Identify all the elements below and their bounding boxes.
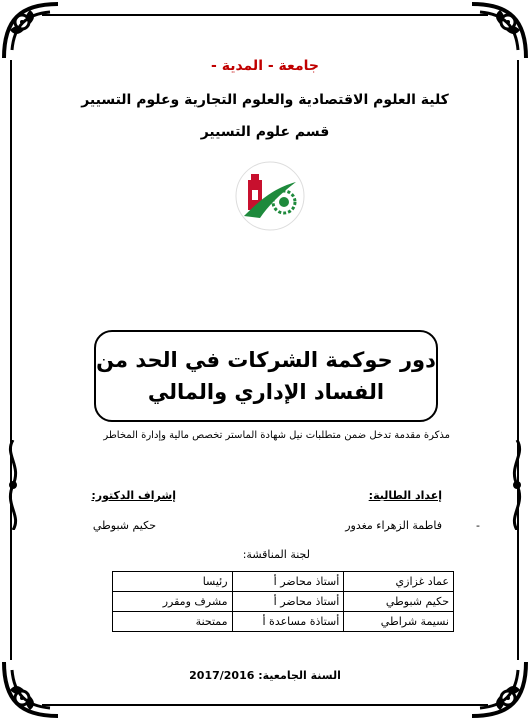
academic-year-label: السنة الجامعية: <box>258 669 341 682</box>
supervision-label: إشراف الدكتور: <box>91 489 176 502</box>
table-row <box>113 592 454 612</box>
side-ornament-right <box>506 440 528 530</box>
committee-member-role: ممتحنة <box>113 612 233 632</box>
committee-member-name: نسيمة شراطي <box>344 612 454 632</box>
student-name: فاطمة الزهراء مغدور <box>345 519 442 532</box>
committee-table <box>112 571 454 632</box>
student-dash: - <box>476 519 480 532</box>
faculty-name: كلية العلوم الاقتصادية والعلوم التجارية وعلوم التسيير <box>81 92 449 108</box>
table-row <box>113 612 454 632</box>
table-row <box>113 572 454 592</box>
committee-member-rank: أستاذ محاضر أ <box>232 572 344 592</box>
side-ornament-left <box>2 440 24 530</box>
committee-member-name: حكيم شبوطي <box>344 592 454 612</box>
committee-label: لجنة المناقشة: <box>242 548 310 561</box>
corner-ornament-top-left <box>0 0 62 62</box>
committee-member-name: عماد غزازي <box>344 572 454 592</box>
corner-ornament-top-right <box>468 0 530 62</box>
university-logo <box>234 160 306 232</box>
department-name: قسم علوم التسيير <box>200 124 330 140</box>
corner-ornament-bottom-left <box>0 658 62 720</box>
academic-year <box>0 669 530 682</box>
corner-ornament-bottom-right <box>468 658 530 720</box>
thesis-note: مذكرة مقدمة تدخل ضمن متطلبات نيل شهادة الماستر تخصص مالية وإدارة المخاطر <box>103 430 450 441</box>
committee-member-rank: أستاذة مساعدة أ <box>232 612 344 632</box>
preparation-label: إعداد الطالبة: <box>368 489 442 502</box>
thesis-title-box <box>94 330 438 422</box>
thesis-title-line-2: الفساد الإداري والمالي <box>147 380 385 404</box>
committee-member-rank: أستاذ محاضر أ <box>232 592 344 612</box>
committee-member-role: مشرف ومقرر <box>113 592 233 612</box>
thesis-title-line-1: دور حوكمة الشركات في الحد من <box>96 348 436 372</box>
university-name: جامعة - المدية - <box>211 58 319 74</box>
committee-member-role: رئيسا <box>113 572 233 592</box>
academic-year-value: 2017/2016 <box>189 669 255 682</box>
supervisor-name: حكيم شبوطي <box>92 519 156 532</box>
